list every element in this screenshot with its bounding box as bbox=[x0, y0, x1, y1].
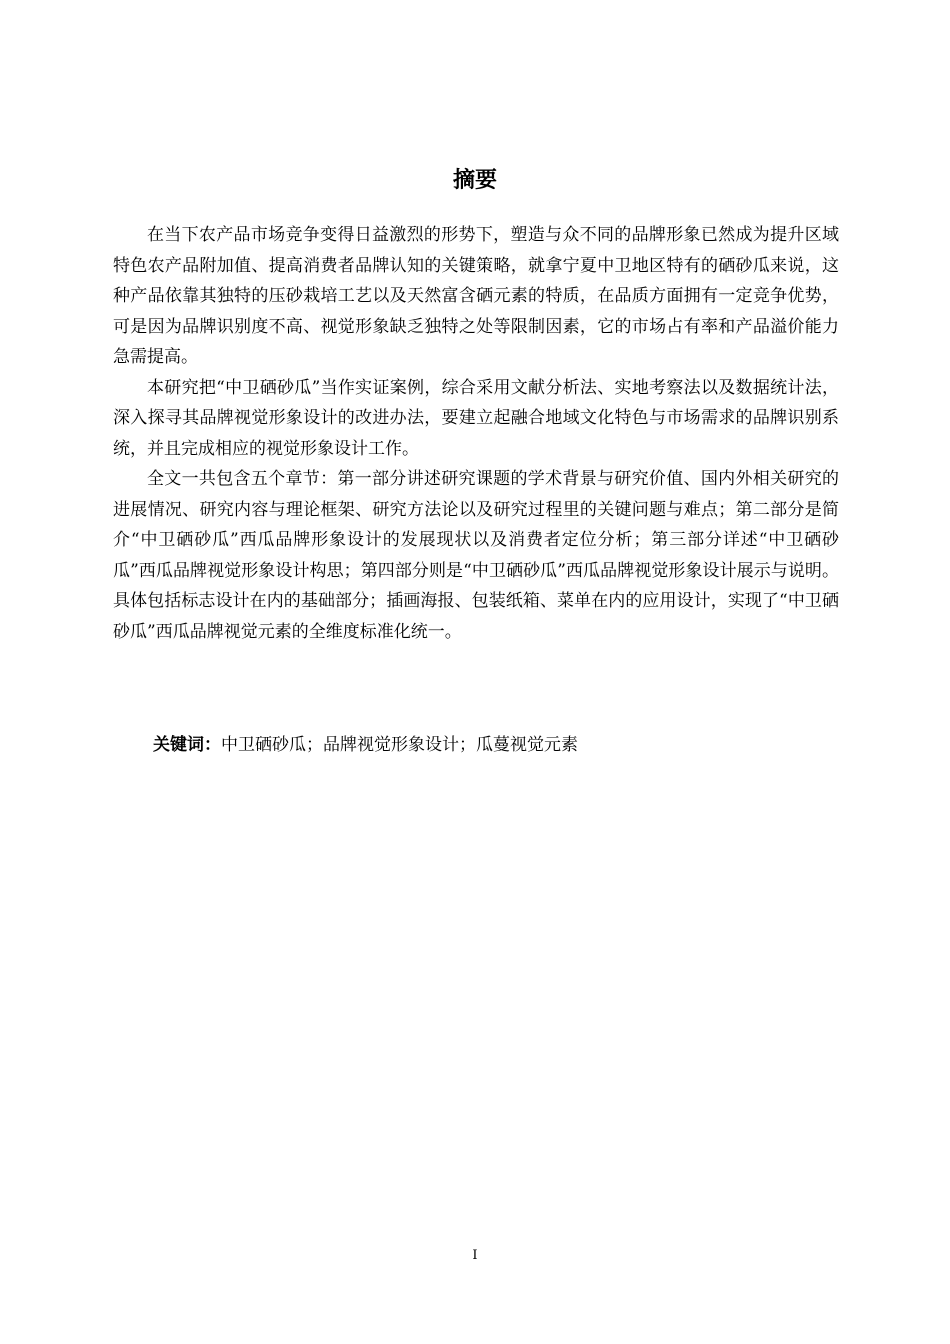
keywords-label: 关键词： bbox=[153, 735, 221, 755]
abstract-body bbox=[113, 220, 839, 647]
abstract-paragraph: 全文一共包含五个章节：第一部分讲述研究课题的学术背景与研究价值、国内外相关研究的进展情况、研究内容与理论框架、研究方法论以及研究过程里的关键问题与难点；第二部分是简介“中卫硒砂瓜”西瓜品牌形象设计的发展现状以及消费者定位分析；第三部分详述“中卫硒砂瓜”西瓜品牌视觉形象设计构思；第四部分则是“中卫硒砂瓜”西瓜品牌视觉形象设计展示与说明。具体包括标志设计在内的基础部分；插画海报、包装纸箱、菜单在内的应用设计，实现了“中卫硒砂瓜”西瓜品牌视觉元素的全维度标准化统一。 bbox=[113, 469, 839, 642]
abstract-paragraph: 在当下农产品市场竞争变得日益激烈的形势下，塑造与众不同的品牌形象已然成为提升区域特色农产品附加值、提高消费者品牌认知的关键策略，就拿宁夏中卫地区特有的硒砂瓜来说，这种产品依靠其独特的压砂栽培工艺以及天然富含硒元素的特质，在品质方面拥有一定竞争优势，可是因为品牌识别度不高、视觉形象缺乏独特之处等限制因素，它的市场占有率和产品溢价能力急需提高。 bbox=[113, 225, 839, 367]
page-title: 摘要 bbox=[452, 168, 497, 193]
page-number: I bbox=[472, 1248, 478, 1263]
abstract-paragraph: 本研究把“中卫硒砂瓜”当作实证案例，综合采用文献分析法、实地考察法以及数据统计法，深入探寻其品牌视觉形象设计的改进办法，要建立起融合地域文化特色与市场需求的品牌识别系统，并且完成相应的视觉形象设计工作。 bbox=[113, 377, 839, 459]
keywords-line bbox=[153, 730, 578, 760]
keywords-value: 中卫硒砂瓜；品牌视觉形象设计；瓜蔓视觉元素 bbox=[221, 735, 578, 755]
